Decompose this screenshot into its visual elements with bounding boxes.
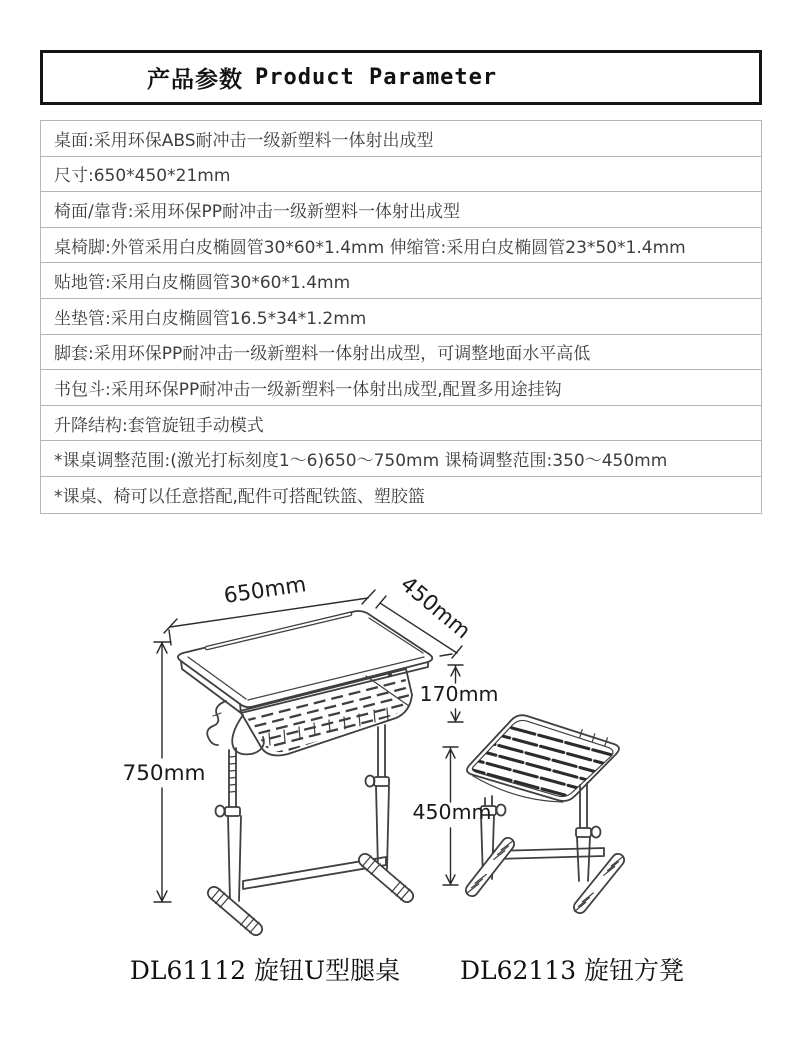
spec-row-seat-back-material: 椅面/靠背:采用环保PP耐冲击一级新塑料一体射出成型 [41, 192, 761, 228]
spec-row-lift-structure: 升降结构:套管旋钮手动模式 [41, 406, 761, 442]
stool-left-foot [468, 841, 513, 892]
stool-adjust-knob-left [497, 805, 506, 816]
technical-diagram [0, 545, 800, 955]
title-english: Product Parameter [255, 65, 498, 90]
desk-left-foot [211, 889, 259, 933]
spec-row-desktop-material: 桌面:采用环保ABS耐冲击一级新塑料一体射出成型 [41, 121, 761, 157]
desk-front-leg [216, 748, 242, 901]
dim-desk-height-label: 750mm [122, 761, 206, 786]
spec-row-book-holder: 书包斗:采用环保PP耐冲击一级新塑料一体射出成型,配置多用途挂钩 [41, 370, 761, 406]
spec-table [40, 120, 762, 514]
desk-stool-line-drawing [0, 545, 800, 955]
dim-basket-drop [419, 665, 498, 722]
spec-row-adjust-range: *课桌调整范围:(激光打标刻度1～6)650～750mm 课椅调整范围:350～450mm [41, 441, 761, 477]
spec-row-mix-match: *课桌、椅可以任意搭配,配件可搭配铁篮、塑胶篮 [54, 487, 425, 508]
dim-basket-drop-label: 170mm [419, 682, 499, 706]
stool-model-caption: DL62113 旋钮方凳 [459, 956, 685, 985]
spec-row-cushion-tube: 坐垫管:采用白皮椭圆管16.5*34*1.2mm [41, 299, 761, 335]
dim-desk-depth [376, 572, 475, 658]
title-chinese: 产品参数 [147, 67, 243, 93]
desk-model-caption: DL61112 旋钮U型腿桌 [129, 956, 401, 985]
model-captions [0, 951, 800, 991]
bag-hook [207, 701, 226, 745]
spec-row-size: 尺寸:650*450*21mm [41, 157, 761, 193]
dim-desk-depth-label: 450mm [395, 571, 475, 645]
dim-desk-height [123, 642, 206, 902]
product-parameter-title-box [40, 50, 762, 105]
dim-desk-width-label: 650mm [222, 572, 308, 609]
stool-adjust-knob-right [592, 827, 601, 838]
spec-row-floor-tube: 贴地管:采用白皮椭圆管30*60*1.4mm [41, 263, 761, 299]
desk-drawing [178, 611, 432, 933]
desk-back-leg [366, 725, 390, 869]
spec-row-foot-caps: 脚套:采用环保PP耐冲击一级新塑料一体射出成型，可调整地面水平高低 [41, 335, 761, 371]
dim-stool-height-label: 450mm [412, 800, 492, 824]
dim-stool-height [412, 747, 491, 885]
stool-back-leg [576, 783, 601, 881]
stool-right-foot [575, 857, 622, 911]
seat-slats [461, 725, 620, 800]
spec-row-leg-tubes: 桌椅脚:外管采用白皮椭圆管30*60*1.4mm 伸缩管:采用白皮椭圆管23*50*1.4mm [41, 228, 761, 264]
desk-adjust-knob-left [216, 806, 225, 817]
